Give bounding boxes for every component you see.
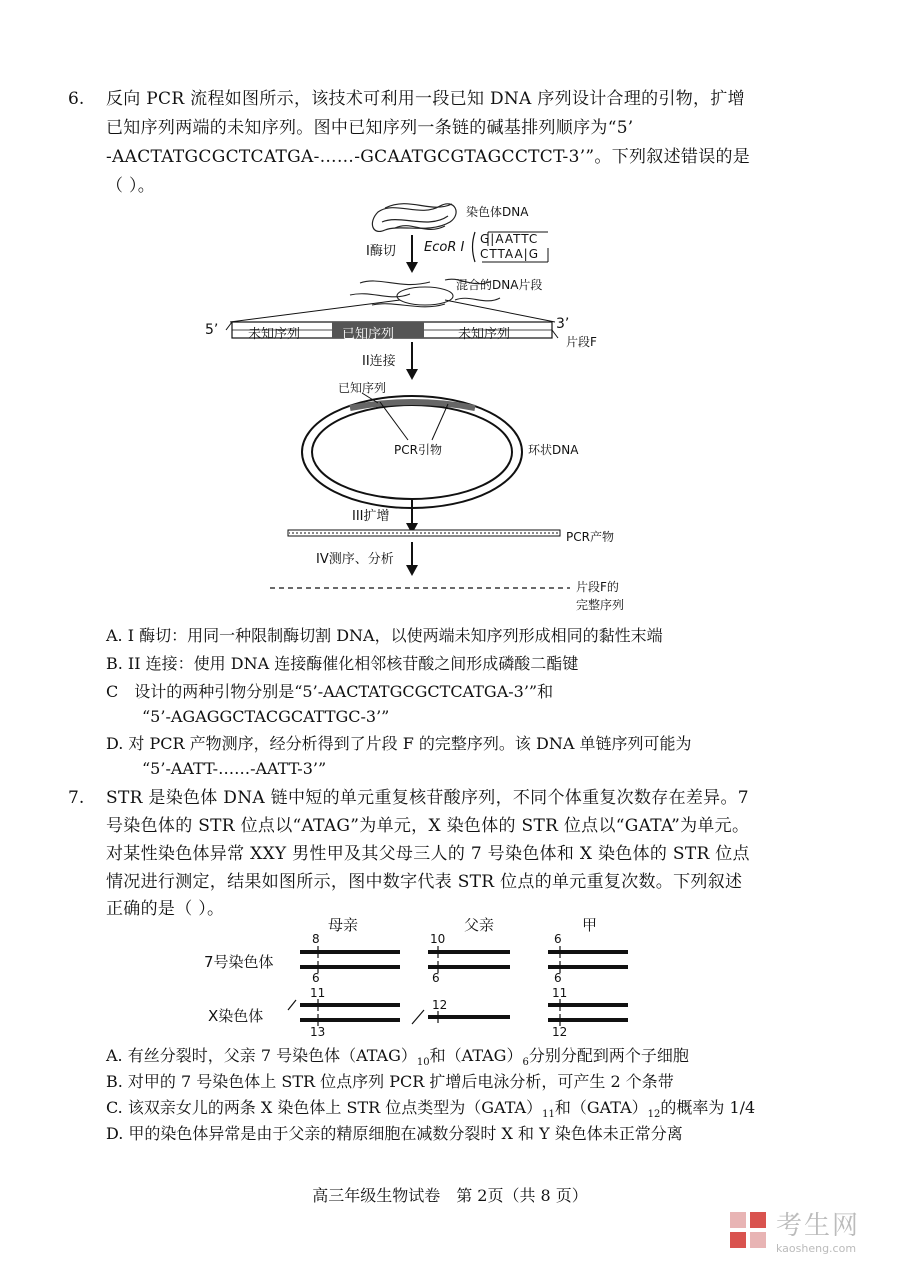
label-step3: III扩增 xyxy=(352,509,390,524)
kaosheng-logo-icon xyxy=(726,1208,770,1252)
label-unknown-right: 未知序列 xyxy=(458,327,511,342)
father-x: 12 xyxy=(432,998,448,1012)
q7-stem-line-4: 情况进行测定，结果如图所示，图中数字代表 STR 位点的单元重复次数。下列叙述 xyxy=(106,872,743,892)
q6-stem-line-2: 已知序列两端的未知序列。图中已知序列一条链的碱基排列顺序为“5’ xyxy=(106,118,634,138)
label-circular-dna: 环状DNA xyxy=(528,443,579,457)
q7-option-c[interactable] xyxy=(106,1097,755,1126)
q6-option-c-line1[interactable]: C 设计的两种引物分别是“5’-AACTATGCGCTCATGA-3’”和 xyxy=(106,682,554,701)
label-site-top: G|AATTC xyxy=(480,232,539,246)
q6-number: 6. xyxy=(68,89,85,109)
q7-stem-line-3: 对某性染色体异常 XXY 男性甲及其父母三人的 7 号染色体和 X 染色体的 STR 位点 xyxy=(106,844,750,864)
label-mixed: 混合的DNA片段 xyxy=(456,278,543,292)
watermark-url: kaosheng.com xyxy=(775,1242,857,1255)
q7-option-a-sub2: 6 xyxy=(522,1057,529,1069)
watermark-logo-text: 考生网 xyxy=(775,1211,860,1241)
q7-option-b[interactable]: B. 对甲的 7 号染色体上 STR 位点序列 PCR 扩增后电泳分析，可产生 2 个条带 xyxy=(106,1072,674,1091)
q7-stem-line-1: STR 是染色体 DNA 链中短的单元重复核苷酸序列，不同个体重复次数存在差异。7 xyxy=(106,788,749,808)
q7-option-a-pre: A. 有丝分裂时，父亲 7 号染色体（ATAG） xyxy=(106,1046,417,1065)
label-pcr-primer: PCR引物 xyxy=(394,443,442,457)
father-7-top: 10 xyxy=(430,932,446,946)
label-known-seq: 已知序列 xyxy=(338,381,387,395)
q7-option-c-sub2: 12 xyxy=(647,1109,661,1121)
q7-option-a[interactable] xyxy=(106,1045,689,1074)
label-enzyme: EcoR I xyxy=(424,240,465,255)
q7-option-c-pre: C. 该双亲女儿的两条 X 染色体上 STR 位点类型为（GATA） xyxy=(106,1098,543,1117)
q6-stem-line-4: （ ）。 xyxy=(106,176,156,196)
mother-x-bottom: 13 xyxy=(310,1025,326,1039)
q7-stem-line-5: 正确的是（ ）。 xyxy=(106,899,225,919)
page-footer: 高三年级生物试卷 第 2页（共 8 页） xyxy=(312,1186,588,1205)
label-step1: I酶切 xyxy=(366,244,396,259)
q6-option-d-line1[interactable]: D. 对 PCR 产物测序，经分析得到了片段 F 的完整序列。该 DNA 单链序列可能为 xyxy=(106,734,692,753)
q7-option-a-post: 分别分配到两个子细胞 xyxy=(528,1046,689,1065)
father-7-bottom: 6 xyxy=(432,971,440,985)
mother-7-bottom: 6 xyxy=(312,971,320,985)
label-chromosome-dna: 染色体DNA xyxy=(466,205,529,219)
label-mother: 母亲 xyxy=(328,916,359,934)
q6-option-b[interactable]: B. II 连接：使用 DNA 连接酶催化相邻核苷酸之间形成磷酸二酯键 xyxy=(106,654,579,673)
q6-option-c-line2: “5’-AGAGGCTACGCATTGC-3’” xyxy=(142,707,390,726)
jia-7-bottom: 6 xyxy=(554,971,562,985)
label-known: 已知序列 xyxy=(342,327,395,342)
mother-7-top: 8 xyxy=(312,932,320,946)
jia-7-top: 6 xyxy=(554,932,562,946)
label-fragment-f: 片段F xyxy=(566,335,597,349)
q7-option-c-post: 的概率为 1/4 xyxy=(660,1098,756,1117)
label-chr7: 7号染色体 xyxy=(204,953,274,971)
label-step4: IV测序、分析 xyxy=(316,552,394,567)
watermark xyxy=(726,1205,860,1255)
q7-number: 7. xyxy=(68,788,85,808)
q6-option-d-line2: “5’-AATT-……-AATT-3’” xyxy=(142,759,327,778)
label-pcr-product: PCR产物 xyxy=(566,530,614,544)
label-chrX: X染色体 xyxy=(208,1007,264,1025)
q7-option-c-sub1: 11 xyxy=(542,1109,555,1121)
q6-stem-line-3: -AACTATGCGCTCATGA-……-GCAATGCGTAGCCTCT-3’”。下列叙述错误的是 xyxy=(106,147,751,167)
q7-option-c-mid: 和（GATA） xyxy=(554,1098,648,1117)
q7-option-a-mid: 和（ATAG） xyxy=(429,1046,523,1065)
label-father: 父亲 xyxy=(464,916,495,934)
q7-option-a-sub1: 10 xyxy=(416,1057,430,1069)
label-fragment-full-2: 完整序列 xyxy=(576,598,625,612)
label-three-prime: 3’ xyxy=(556,316,570,332)
label-site-bottom: CTTAA|G xyxy=(480,247,539,261)
jia-x-top: 11 xyxy=(552,986,568,1000)
label-unknown-left: 未知序列 xyxy=(248,327,301,342)
label-jia: 甲 xyxy=(582,916,598,934)
mother-x-top: 11 xyxy=(310,986,326,1000)
label-step2: II连接 xyxy=(362,354,396,369)
jia-x-bottom: 12 xyxy=(552,1025,568,1039)
q6-stem-line-1: 反向 PCR 流程如图所示，该技术可利用一段已知 DNA 序列设计合理的引物，扩增 xyxy=(106,89,745,109)
q7-stem-line-2: 号染色体的 STR 位点以“ATAG”为单元，X 染色体的 STR 位点以“GATA”为单元。 xyxy=(106,816,750,836)
q6-option-a[interactable]: A. I 酶切：用同一种限制酶切割 DNA，以使两端未知序列形成相同的黏性末端 xyxy=(106,626,663,645)
label-five-prime: 5’ xyxy=(205,322,219,338)
label-fragment-full-1: 片段F的 xyxy=(576,580,619,594)
q7-option-d[interactable]: D. 甲的染色体异常是由于父亲的精原细胞在减数分裂时 X 和 Y 染色体未正常分离 xyxy=(106,1124,683,1143)
